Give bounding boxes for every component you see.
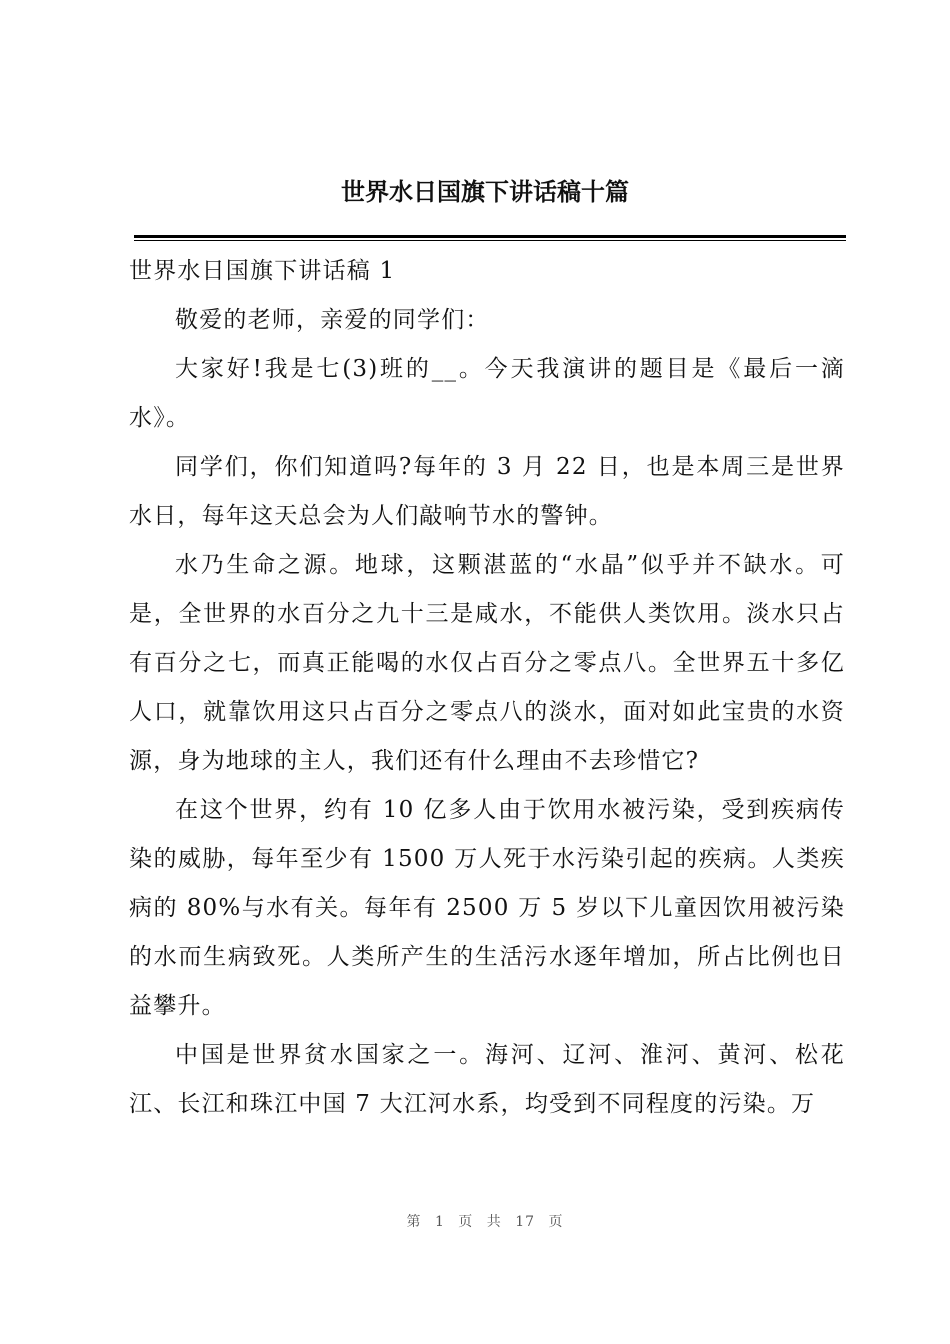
title-rule-thin	[134, 240, 846, 241]
title-rule-thick	[134, 235, 846, 238]
paragraph-china: 中国是世界贫水国家之一。海河、辽河、淮河、黄河、松花江、长江和珠江中国 7 大江河水系，均受到不同程度的污染。万	[129, 1042, 845, 1117]
paragraph-world-water-day: 同学们，你们知道吗?每年的 3 月 22 日，也是本周三是世界水日，每年这天总会为人们敲响节水的警钟。	[129, 454, 845, 529]
paragraph-intro: 大家好!我是七(3)班的__。今天我演讲的题目是《最后一滴水》。	[129, 356, 845, 431]
paragraph-water-source: 水乃生命之源。地球，这颗湛蓝的“水晶”似乎并不缺水。可是，全世界的水百分之九十三是咸水，不能供人类饮用。淡水只占有百分之七，而真正能喝的水仅占百分之零点八。全世界五十多亿人口，就靠饮用这只占百分之零点八的淡水，面对如此宝贵的水资源，身为地球的主人，我们还有什么理由不去珍惜它?	[129, 552, 845, 774]
page-title: 世界水日国旗下讲话稿十篇	[341, 178, 629, 206]
document-body	[129, 247, 845, 1129]
page-footer: 第 1 页 共 17 页	[406, 1214, 564, 1230]
paragraph-pollution: 在这个世界，约有 10 亿多人由于饮用水被污染，受到疾病传染的威胁，每年至少有 1500 万人死于水污染引起的疾病。人类疾病的 80%与水有关。每年有 2500 万 5 岁以下儿童因饮用被污染的水而生病致死。人类所产生的生活污水逐年增加，所占比例也日益攀升。	[129, 797, 845, 1019]
section-heading: 世界水日国旗下讲话稿 1	[129, 258, 396, 284]
paragraph-greeting: 敬爱的老师，亲爱的同学们：	[175, 307, 490, 333]
